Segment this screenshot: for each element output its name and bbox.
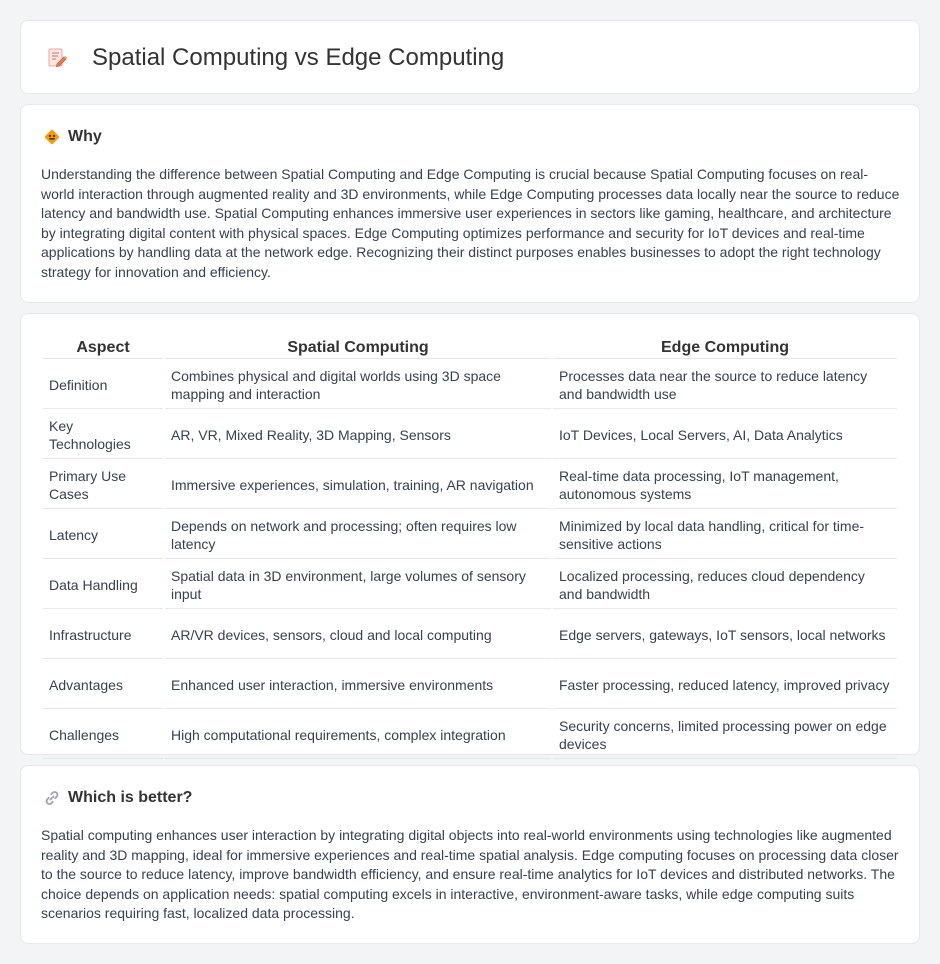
aspect-cell: Advantages [43,661,163,709]
column-header-edge: Edge Computing [553,337,897,359]
diamond-sign-icon [43,128,61,146]
column-header-aspect: Aspect [43,337,163,359]
aspect-cell: Data Handling [43,561,163,609]
comparison-table [41,335,899,761]
why-heading [43,127,102,147]
which-is-better-text: Spatial computing enhances user interaction by integrating digital objects into real-world environments using technologies like augmented reality and 3D mapping, ideal for immersive experiences and real-time spatial analysis. Edge computing focuses on processing data closer to the source to reduce latency, improve bandwidth efficiency, and ensure real-time analytics for IoT devices and distributed networks. The choice depends on application needs: spatial computing excels in interactive, environment-aware tasks, while edge computing suits scenarios requiring fast, localized data processing. [41,827,899,921]
why-section [20,104,920,303]
aspect-cell: Infrastructure [43,611,163,659]
aspect-cell: Primary Use Cases [43,461,163,509]
spatial-cell: High computational requirements, complex integration [165,711,551,759]
which-is-better-heading [43,788,192,808]
edge-cell: Minimized by local data handling, critical for time-sensitive actions [553,511,897,559]
table-row [43,661,897,709]
page-title: Spatial Computing vs Edge Computing [92,44,505,71]
table-row [43,461,897,509]
spatial-cell: Combines physical and digital worlds using 3D space mapping and interaction [165,361,551,409]
why-title: Why [68,128,102,145]
edge-cell: Localized processing, reduces cloud dependency and bandwidth [553,561,897,609]
header-card [20,20,920,94]
aspect-cell: Definition [43,361,163,409]
aspect-cell: Key Technologies [43,411,163,459]
document-pen-icon [46,47,68,69]
table-header-row [43,337,897,359]
spatial-cell: AR, VR, Mixed Reality, 3D Mapping, Sensors [165,411,551,459]
edge-cell: Security concerns, limited processing power on edge devices [553,711,897,759]
spatial-cell: Immersive experiences, simulation, training, AR navigation [165,461,551,509]
table-row [43,511,897,559]
edge-cell: Real-time data processing, IoT management, autonomous systems [553,461,897,509]
spatial-cell: Enhanced user interaction, immersive environments [165,661,551,709]
table-row [43,711,897,759]
column-header-spatial: Spatial Computing [165,337,551,359]
spatial-cell: Depends on network and processing; often requires low latency [165,511,551,559]
comparison-section [20,313,920,755]
aspect-cell: Challenges [43,711,163,759]
edge-cell: Processes data near the source to reduce latency and bandwidth use [553,361,897,409]
table-row [43,411,897,459]
which-is-better-section [20,765,920,944]
table-row [43,561,897,609]
spatial-cell: AR/VR devices, sensors, cloud and local computing [165,611,551,659]
link-icon [43,789,61,807]
edge-cell: Edge servers, gateways, IoT sensors, local networks [553,611,897,659]
spatial-cell: Spatial data in 3D environment, large volumes of sensory input [165,561,551,609]
why-text: Understanding the difference between Spatial Computing and Edge Computing is crucial because Spatial Computing focuses on real-world interaction through augmented reality and 3D environments, while Edge Computing processes data locally near the source to reduce latency and bandwidth use. Spatial Computing enhances immersive user experiences in sectors like gaming, healthcare, and architecture by integrating digital content with physical spaces. Edge Computing optimizes performance and security for IoT devices and real-time applications by handling data at the network edge. Recognizing their distinct purposes enables businesses to adopt the right technology strategy for innovation and efficiency. [41,166,900,280]
edge-cell: IoT Devices, Local Servers, AI, Data Analytics [553,411,897,459]
which-is-better-title: Which is better? [68,789,193,806]
table-row [43,361,897,409]
edge-cell: Faster processing, reduced latency, improved privacy [553,661,897,709]
table-row [43,611,897,659]
aspect-cell: Latency [43,511,163,559]
